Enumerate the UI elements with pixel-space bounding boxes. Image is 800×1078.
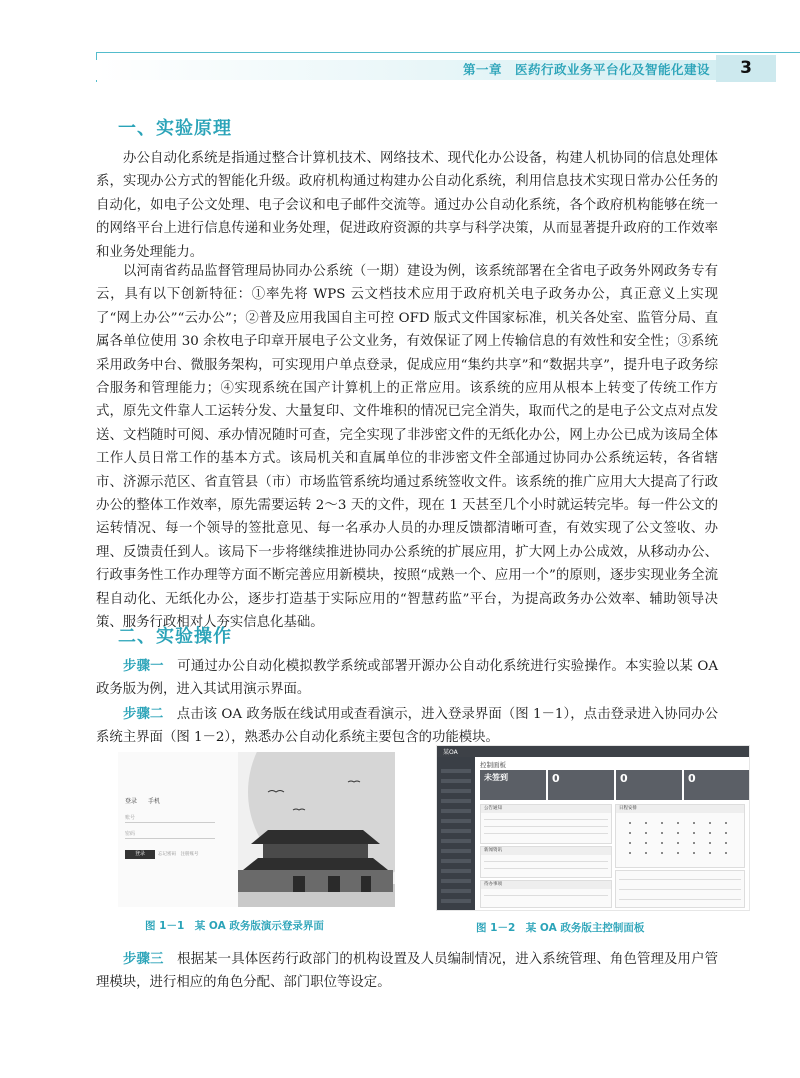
step-one-text: 可通过办公自动化模拟教学系统或部署开源办公自动化系统进行实验操作。本实验以某 OA 政务版为例，进入其试用演示界面。 — [96, 659, 719, 698]
tab-phone[interactable]: 手机 — [148, 798, 161, 805]
sidebar-item[interactable] — [441, 879, 471, 883]
login-links[interactable]: 忘记密码 注册账号 — [158, 852, 199, 857]
sidebar-item[interactable] — [441, 859, 471, 863]
sidebar-item[interactable] — [441, 849, 471, 853]
panel-news: 新闻资讯 — [480, 846, 612, 878]
sidebar-item[interactable] — [441, 829, 471, 833]
dashboard-sidebar — [437, 757, 475, 910]
sidebar-item[interactable] — [441, 889, 471, 893]
sidebar-item[interactable] — [441, 769, 471, 773]
figure-dashboard-screenshot — [436, 745, 750, 911]
step-one — [96, 655, 718, 702]
tile-count[interactable]: 0 — [548, 770, 614, 800]
tab-login[interactable]: 登录 — [125, 798, 138, 805]
figure1-caption: 图 1－1 某 OA 政务版演示登录界面 — [145, 920, 324, 932]
sidebar-item[interactable] — [441, 839, 471, 843]
paragraph-example: 以河南省药品监督管理局协同办公系统（一期）建设为例，该系统部署在全省电子政务外网政务专有云，具有以下创新特征：①率先将 WPS 云文档技术应用于政府机关电子政务办公，真正意义上实现了“网上办公”“云办公”；②普及应用我国自主可控 OFD 版式文件国家标准，机关各处室、监管分局、直属各单位使用 30 余枚电子印章开展电子公文业务，有效保证了网上传输信息的有效性和安全性；③系统采用政务中台、微服务架构，可实现用户单点登录，促成应用“集约共享”和“数据共享”，提升电子政务综合服务和管理能力；④实现系统在国产计算机上的正常应用。该系统的应用从根本上转变了传统工作方式，原先文件靠人工运转分发、大量复印、文件堆积的情况已完全消失，取而代之的是电子公文点对点发送、文档随时可阅、承办情况随时可查，完全实现了非涉密文件的无纸化办公，网上办公已成为该局全体工作人员日常工作的基本方式。该局机关和直属单位的非涉密文件全部通过协同办公系统运转，各省辖市、济源示范区、省直管县（市）市场监管系统均通过系统签收文件。该系统的推广应用大大提高了行政办公的整体工作效率，原先需要运转 2～3 天的文件，现在 1 天甚至几个小时就运转完毕。每一件公文的运转情况、每一个领导的签批意见、每一名承办人员的办理反馈都清晰可查，有效实现了公文签收、办理、反馈责任到人。该局下一步将继续推进协同办公系统的扩展应用，扩大网上办公成效，从移动办公、行政事务性工作办理等方面不断完善应用新模块，按照“成熟一个、应用一个”的原则，逐步实现业务全流程自动化、无纸化办公，逐步打造基于实际应用的“智慧药监”平台，为提高政务办公效率、辅助领导决策、服务行政相对人夯实信息化基础。 — [96, 264, 718, 631]
header-rule — [96, 52, 800, 53]
figure2-caption: 图 1－2 某 OA 政务版主控制面板 — [476, 922, 645, 934]
dashboard-title: 控制面板 — [480, 761, 506, 769]
tile-count[interactable]: 0 — [684, 770, 750, 800]
sidebar-item[interactable] — [441, 899, 471, 903]
tile-count[interactable]: 0 — [616, 770, 682, 800]
panel-todo: 待办事项 — [480, 880, 612, 908]
running-header: 第一章 医药行政业务平台化及智能化建设 — [462, 62, 710, 77]
panel-calendar: 日程安排 — [615, 804, 745, 868]
login-button[interactable]: 登录 — [125, 850, 155, 859]
paragraph-intro: 办公自动化系统是指通过整合计算机技术、网络技术、现代化办公设备，构建人机协同的信息处理体系，实现办公方式的智能化升级。政府机构通过构建办公自动化系统，利用信息技术实现日常办公任务的自动化，如电子公文处理、电子会议和电子邮件交流等。通过办公自动化系统，各个政府机构能够在统一的网络平台上进行信息传递和业务处理，促进政府资源的共享与科学决策，从而显著提升政府的工作效率和业务处理能力。 — [96, 151, 718, 260]
sidebar-item[interactable] — [441, 799, 471, 803]
step-one-label: 步骤一 — [123, 659, 164, 674]
dashboard-logo: 某OA — [443, 749, 458, 756]
dashboard-topbar — [437, 746, 749, 757]
sidebar-item[interactable] — [441, 819, 471, 823]
step-two-text: 点击该 OA 政务版在线试用或查看演示，进入登录界面（图 1－1），点击登录进入协同办公系统主界面（图 1－2），熟悉办公自动化系统主要包含的功能模块。 — [96, 707, 719, 746]
step-three-text: 根据某一具体医药行政部门的机构设置及人员编制情况，进入系统管理、角色管理及用户管理模块，进行相应的角色分配、部门职位等设定。 — [96, 952, 719, 991]
sidebar-item[interactable] — [441, 869, 471, 873]
calendar-grid — [616, 813, 744, 867]
step-two — [96, 703, 718, 750]
panel-notice: 公告通知 — [480, 804, 612, 844]
panel-messages — [615, 870, 745, 908]
sidebar-item[interactable] — [441, 779, 471, 783]
tile-checkin[interactable]: 未签到 — [480, 770, 546, 800]
sidebar-item[interactable] — [441, 809, 471, 813]
sidebar-item[interactable] — [441, 789, 471, 793]
step-three-label: 步骤三 — [123, 952, 164, 967]
step-three — [96, 948, 718, 995]
username-field[interactable]: 账号 — [125, 814, 215, 823]
figure-login-screenshot — [118, 752, 395, 907]
login-panel — [118, 752, 238, 907]
step-two-label: 步骤二 — [123, 707, 164, 722]
section-heading-principle: 一、实验原理 — [118, 118, 232, 139]
section-heading-operation: 二、实验操作 — [118, 626, 232, 647]
page-number: 3 — [716, 55, 776, 82]
password-field[interactable]: 密码 — [125, 830, 215, 839]
